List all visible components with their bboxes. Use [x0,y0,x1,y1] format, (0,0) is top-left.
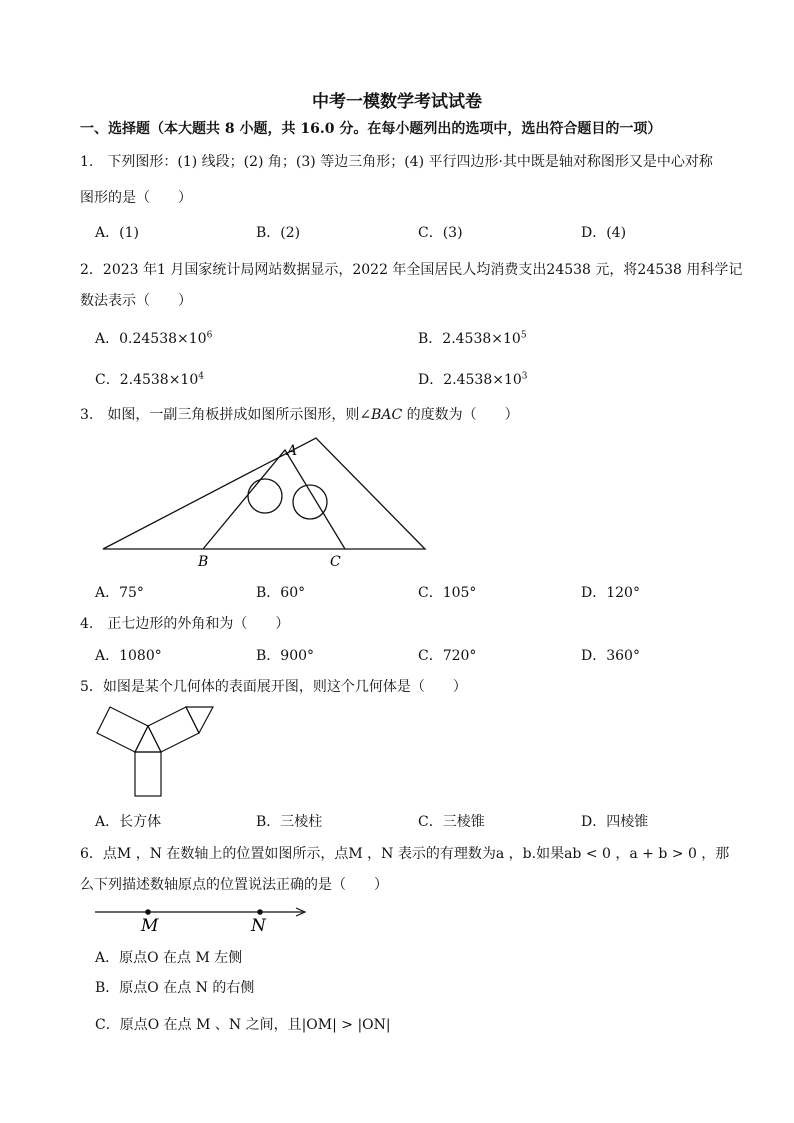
q6-option-b: B．原点O 在点 N 的右侧 [95,980,255,996]
q4-option-b: B．900° [256,648,315,664]
q6-label-n: N [251,916,266,936]
q2-stem-line2: 数法表示（ ） [80,293,192,309]
q3-stem: 3. 如图，一副三角板拼成如图所示图形，则∠BAC 的度数为（ ） [80,407,519,423]
q6-stem-line1: 6．点M ，N 在数轴上的位置如图所示，点M ，N 表示的有理数为a ，b.如果ab < 0 ，a + b > 0 ，那 [80,846,730,862]
q1-option-a: A．(1) [95,225,139,241]
q4-stem: 4. 正七边形的外角和为（ ） [80,616,290,632]
q6-option-c: C．原点O 在点 M 、N 之间，且|OM| > |ON| [95,1017,391,1033]
q6-option-a: A．原点O 在点 M 左侧 [95,950,243,966]
q5-option-c: C．三棱锥 [418,814,485,830]
q2-option-c: C．$2.4538\times 10^4$ [95,371,204,388]
q1-option-b: B．(2) [256,225,301,241]
q2-option-a: A．$0.24538\times 10^6$ [95,330,213,347]
q1-option-c: C．(3) [418,225,463,241]
q4-option-c: C．720° [418,648,477,664]
q4-option-a: A．1080° [95,648,162,664]
q3-option-b: B．60° [256,585,306,601]
q6-label-m: M [141,916,159,936]
q3-label-c: C [330,554,341,570]
q3-option-d: D．120° [581,585,640,601]
q1-stem-line1: 1. 下列图形：(1) 线段；(2) 角；(3) 等边三角形；(4) 平行四边形·其中既是轴对称图形又是中心对称 [80,154,713,170]
q3-option-c: C．105° [418,585,477,601]
q3-label-b: B [198,554,209,570]
q2-option-b: B．$2.4538\times 10^5$ [418,330,527,347]
q1-option-d: D．(4) [581,225,627,241]
q1-stem-line2: 图形的是（ ） [80,190,192,206]
q3-option-a: A．75° [95,585,144,601]
q5-option-d: D．四棱锥 [581,814,649,830]
q2-stem-line1: 2．2023 年1 月国家统计局网站数据显示，2022 年全国居民人均消费支出24538 元，将24538 用科学记 [80,262,743,278]
q2-option-d: D．$2.4538\times 10^3$ [418,371,528,388]
q5-option-b: B．三棱柱 [256,814,323,830]
section-heading: 一、选择题（本大题共 8 小题，共 16.0 分。在每小题列出的选项中，选出符合题目的一项） [80,121,662,137]
q5-stem: 5．如图是某个几何体的表面展开图，则这个几何体是（ ） [80,679,467,695]
q6-stem-line2: 么下列描述数轴原点的位置说法正确的是（ ） [80,877,388,893]
q4-option-d: D．360° [581,648,640,664]
q3-label-a: A [287,443,298,459]
page-title: 中考一模数学考试试卷 [312,92,482,112]
q5-option-a: A．长方体 [95,814,162,830]
